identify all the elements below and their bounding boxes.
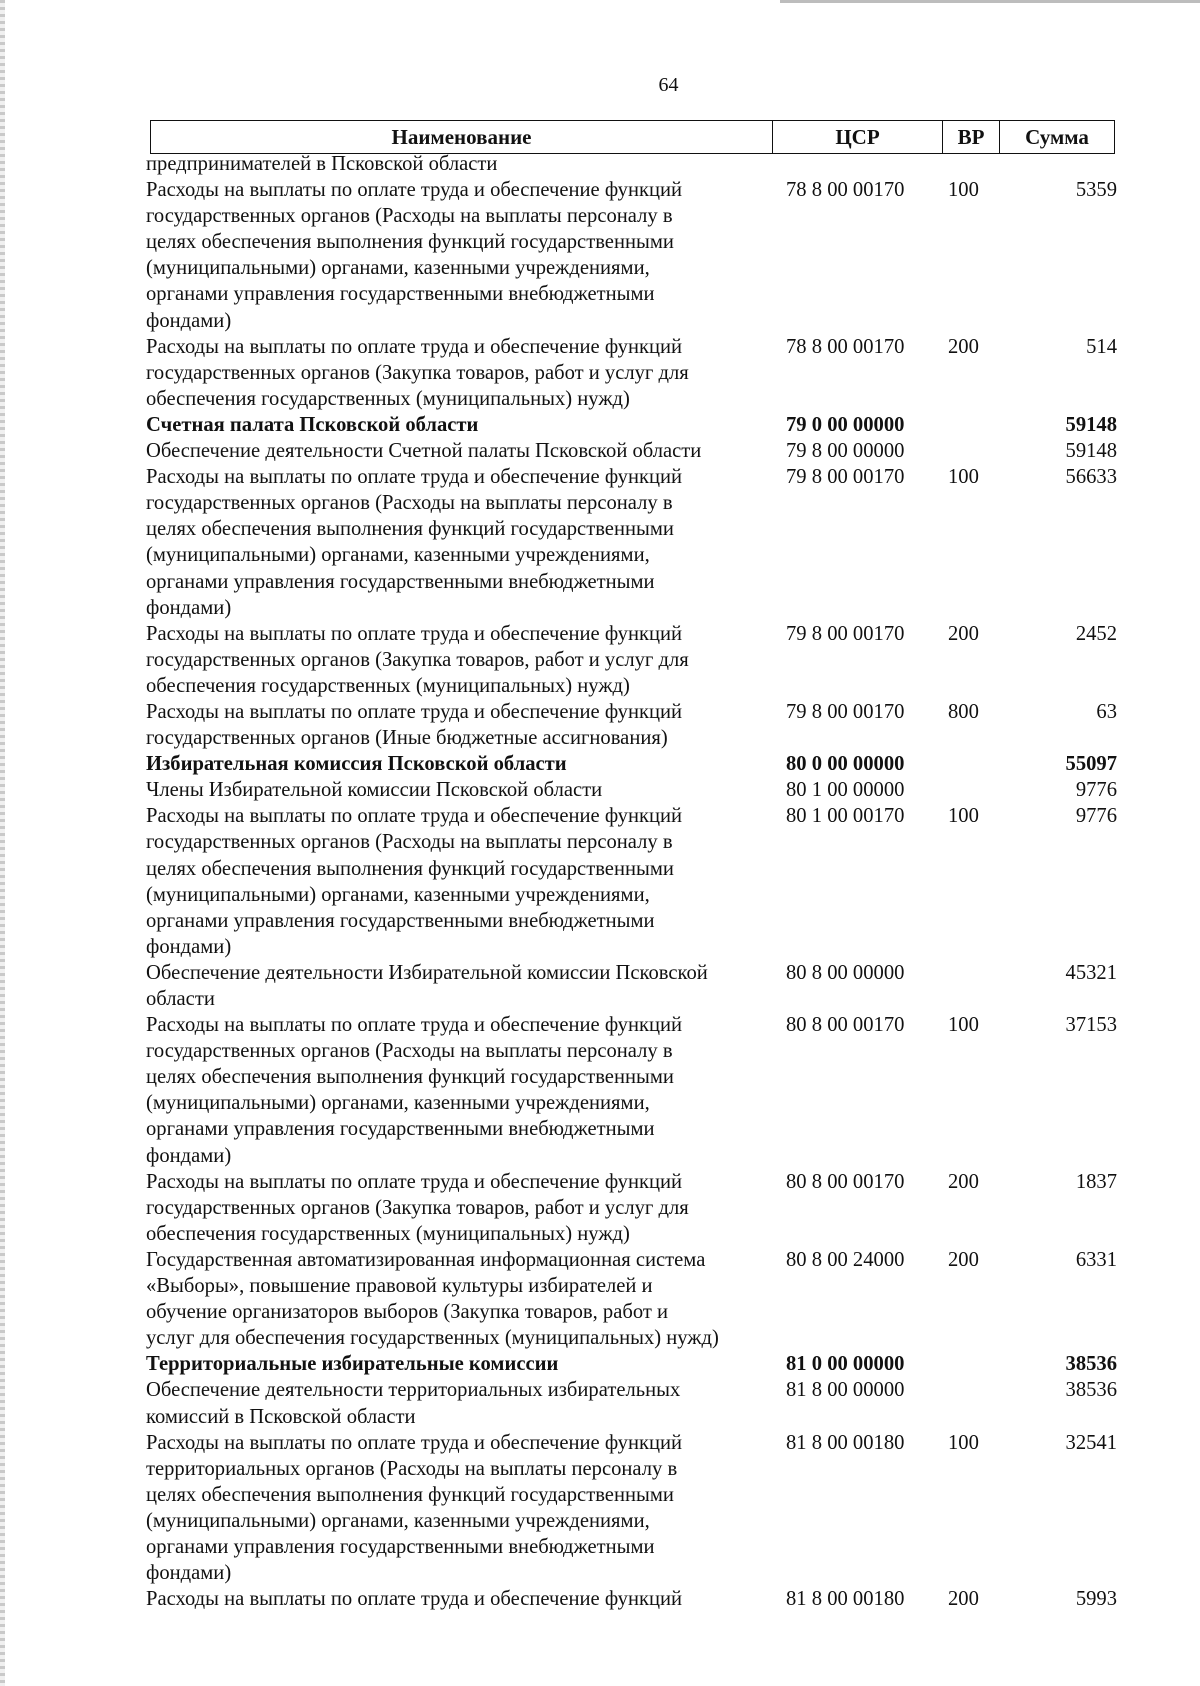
- table-row: [146, 464, 1121, 621]
- cell-csr: 80 8 00 00170: [786, 1014, 905, 1037]
- cell-csr: 80 1 00 00000: [786, 779, 905, 802]
- cell-vr: [942, 777, 1012, 803]
- cell-sum: [1012, 151, 1121, 177]
- table-row: [146, 1430, 1121, 1587]
- cell-sum: 55097: [1065, 753, 1117, 776]
- table-row: [146, 177, 1121, 334]
- cell-sum: 6331: [1075, 1248, 1117, 1271]
- cell-vr: 200: [948, 1588, 979, 1611]
- table-row: [146, 960, 1121, 1012]
- cell-sum: 514: [1086, 335, 1117, 358]
- cell-sum: 32541: [1065, 1431, 1117, 1454]
- cell-sum: 2452: [1075, 622, 1117, 645]
- cell-vr: 100: [948, 1431, 979, 1454]
- cell-csr: 79 8 00 00000: [786, 440, 905, 463]
- table-header: [150, 120, 1115, 154]
- cell-csr: 81 8 00 00000: [786, 1379, 905, 1402]
- cell-csr: 80 8 00 00170: [786, 1170, 905, 1193]
- cell-csr: 81 0 00 00000: [786, 1353, 905, 1376]
- cell-csr: 80 8 00 24000: [786, 1248, 905, 1271]
- cell-vr: [942, 960, 1012, 1012]
- cell-sum: 38536: [1065, 1353, 1117, 1376]
- header-vr: ВР: [943, 121, 1000, 153]
- cell-csr: 80 1 00 00170: [786, 805, 905, 828]
- page-number: 64: [658, 74, 679, 96]
- cell-vr: [942, 751, 1012, 777]
- cell-sum: 37153: [1065, 1014, 1117, 1037]
- header-sum: Сумма: [1025, 124, 1089, 149]
- cell-csr: 78 8 00 00170: [786, 335, 905, 358]
- cell-vr: 200: [948, 1170, 979, 1193]
- cell-name: Счетная палата Псковской области: [146, 413, 479, 436]
- cell-name: Расходы на выплаты по оплате труда и обеспечение функций государственных органов (Расходы на выплаты персоналу в целях обеспечения выполнения функций государственными (муниципальными) органами, казенными учреждениями, органами управления государственными внебюджетными фондами): [146, 805, 683, 958]
- table-section-row: [146, 751, 1121, 777]
- cell-csr: 81 8 00 00180: [786, 1588, 905, 1611]
- cell-vr: [942, 438, 1012, 464]
- cell-sum: 9776: [1075, 805, 1117, 828]
- table-row: [146, 334, 1121, 412]
- cell-vr: 100: [948, 466, 979, 489]
- cell-csr: 79 8 00 00170: [786, 700, 905, 723]
- cell-csr: 79 8 00 00170: [786, 622, 905, 645]
- cell-name: Государственная автоматизированная информационная система «Выборы», повышение правовой культуры избирателей и обучение организаторов выборов (Закупка товаров, работ и услуг для обеспечения государственных (муниципальных) нужд): [146, 1248, 719, 1350]
- cell-name: Расходы на выплаты по оплате труда и обеспечение функций территориальных органов (Расходы на выплаты персоналу в целях обеспечения выполнения функций государственными (муниципальными) органами, казенными учреждениями, органами управления государственными внебюджетными фондами): [146, 1431, 683, 1585]
- cell-csr: 79 8 00 00170: [786, 466, 905, 489]
- cell-sum: 9776: [1075, 779, 1117, 802]
- cell-vr: 100: [948, 805, 979, 828]
- cell-name: Обеспечение деятельности территориальных избирательных комиссий в Псковской области: [146, 1379, 681, 1428]
- cell-name: Расходы на выплаты по оплате труда и обеспечение функций государственных органов (Закупка товаров, работ и услуг для обеспечения государственных (муниципальных) нужд): [146, 1170, 689, 1245]
- table-row: [146, 699, 1121, 751]
- table-row: [146, 1377, 1121, 1429]
- cell-vr: [942, 412, 1012, 438]
- table-section-row: [146, 412, 1121, 438]
- cell-name: предпринимателей в Псковской области: [146, 153, 498, 175]
- table-row: [146, 151, 1121, 177]
- table-row: [146, 803, 1121, 960]
- cell-sum: 63: [1096, 700, 1117, 723]
- table-row: [146, 777, 1121, 803]
- cell-vr: [942, 1377, 1012, 1429]
- cell-sum: 45321: [1065, 961, 1117, 984]
- cell-name: Избирательная комиссия Псковской области: [146, 753, 567, 776]
- header-csr: ЦСР: [773, 121, 943, 153]
- cell-vr: [942, 151, 1012, 177]
- cell-name: Обеспечение деятельности Избирательной комиссии Псковской области: [146, 961, 708, 1010]
- cell-name: Расходы на выплаты по оплате труда и обеспечение функций государственных органов (Закупка товаров, работ и услуг для обеспечения государственных (муниципальных) нужд): [146, 622, 689, 697]
- cell-name: Обеспечение деятельности Счетной палаты Псковской области: [146, 440, 702, 463]
- cell-csr: 79 0 00 00000: [786, 413, 905, 436]
- header-name: Наименование: [151, 121, 773, 153]
- cell-name: Расходы на выплаты по оплате труда и обеспечение функций государственных органов (Иные бюджетные ассигнования): [146, 700, 683, 750]
- scan-edge-left: [0, 0, 5, 1686]
- scan-edge-top: [780, 0, 1200, 3]
- cell-vr: [942, 1351, 1012, 1377]
- table-row: [146, 1586, 1121, 1612]
- cell-name: Расходы на выплаты по оплате труда и обеспечение функций государственных органов (Закупка товаров, работ и услуг для обеспечения государственных (муниципальных) нужд): [146, 335, 689, 410]
- cell-vr: 200: [948, 1248, 979, 1271]
- cell-name: Расходы на выплаты по оплате труда и обеспечение функций государственных органов (Расходы на выплаты персоналу в целях обеспечения выполнения функций государственными (муниципальными) органами, казенными учреждениями, органами управления государственными внебюджетными фондами): [146, 1014, 683, 1167]
- cell-csr: 80 0 00 00000: [786, 753, 905, 776]
- cell-vr: 200: [948, 622, 979, 645]
- table-row: [146, 1012, 1121, 1169]
- cell-name: Расходы на выплаты по оплате труда и обеспечение функций: [146, 1588, 683, 1611]
- table-row: [146, 621, 1121, 699]
- table-row: [146, 1247, 1121, 1351]
- cell-sum: 38536: [1065, 1379, 1117, 1402]
- cell-name: Расходы на выплаты по оплате труда и обеспечение функций государственных органов (Расходы на выплаты персоналу в целях обеспечения выполнения функций государственными (муниципальными) органами, казенными учреждениями, органами управления государственными внебюджетными фондами): [146, 466, 683, 619]
- cell-sum: 56633: [1065, 466, 1117, 489]
- cell-name: Члены Избирательной комиссии Псковской области: [146, 779, 603, 802]
- cell-sum: 59148: [1065, 440, 1117, 463]
- table-body: [146, 151, 1121, 1612]
- cell-name: Расходы на выплаты по оплате труда и обеспечение функций государственных органов (Расходы на выплаты персоналу в целях обеспечения выполнения функций государственными (муниципальными) органами, казенными учреждениями, органами управления государственными внебюджетными фондами): [146, 179, 683, 332]
- cell-csr: 81 8 00 00180: [786, 1431, 905, 1454]
- cell-sum: 1837: [1075, 1170, 1117, 1193]
- cell-csr: 78 8 00 00170: [786, 179, 905, 202]
- cell-vr: 200: [948, 335, 979, 358]
- cell-csr: [786, 151, 942, 177]
- cell-vr: 100: [948, 179, 979, 202]
- table-section-row: [146, 1351, 1121, 1377]
- cell-sum: 5359: [1075, 179, 1117, 202]
- cell-vr: 800: [948, 700, 979, 723]
- table-row: [146, 1169, 1121, 1247]
- cell-sum: 59148: [1065, 413, 1117, 436]
- cell-vr: 100: [948, 1014, 979, 1037]
- cell-csr: 80 8 00 00000: [786, 961, 905, 984]
- cell-name: Территориальные избирательные комиссии: [146, 1353, 559, 1376]
- table-row: [146, 438, 1121, 464]
- cell-sum: 5993: [1075, 1588, 1117, 1611]
